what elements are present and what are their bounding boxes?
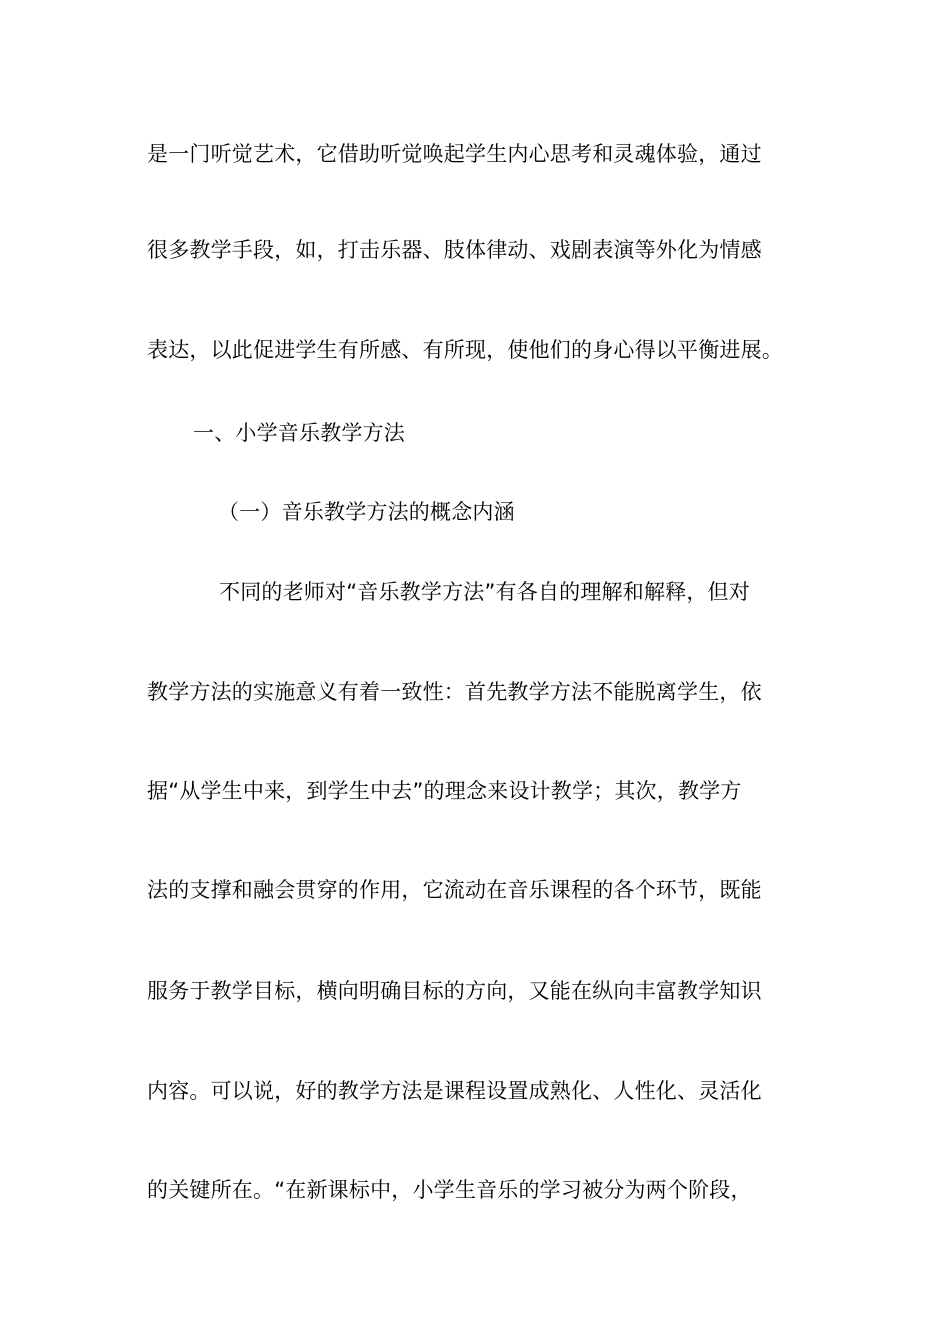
paragraph-1-line-1 [0, 134, 950, 174]
paragraph-2-line-5 [0, 971, 950, 1011]
text-line: 不同的老师对“音乐教学方法”有各自的理解和解释，但对 [219, 580, 750, 604]
text-line: 法的支撑和融会贯穿的作用，它流动在音乐课程的各个环节，既能 [147, 878, 762, 902]
text-line: 服务于教学目标，横向明确目标的方向，又能在纵向丰富教学知识 [147, 979, 762, 1003]
subsection-heading [0, 492, 950, 532]
text-line: 表达，以此促进学生有所感、有所现，使他们的身心得以平衡进展。 [147, 338, 783, 362]
paragraph-2-line-3 [0, 771, 950, 811]
text-line: 的关键所在。“在新课标中，小学生音乐的学习被分为两个阶段， [147, 1178, 752, 1202]
paragraph-1-line-2 [0, 230, 950, 270]
paragraph-2-line-4 [0, 870, 950, 910]
text-line: 内容。可以说，好的教学方法是课程设置成熟化、人性化、灵活化 [147, 1079, 762, 1103]
text-line: 是一门听觉艺术，它借助听觉唤起学生内心思考和灵魂体验，通过 [147, 142, 762, 166]
paragraph-2-line-1 [0, 572, 950, 612]
paragraph-2-line-7 [0, 1170, 950, 1210]
text-line: 很多教学手段，如，打击乐器、肢体律动、戏剧表演等外化为情感 [147, 238, 762, 262]
text-line: 据“从学生中来，到学生中去”的理念来设计教学；其次，教学方 [147, 779, 742, 803]
heading-1: 一、小学音乐教学方法 [193, 421, 405, 445]
paragraph-1-line-3 [0, 330, 950, 370]
paragraph-2-line-6 [0, 1071, 950, 1111]
heading-2: （一）音乐教学方法的概念内涵 [218, 500, 515, 524]
text-line: 教学方法的实施意义有着一致性：首先教学方法不能脱离学生，依 [147, 680, 762, 704]
paragraph-2-line-2 [0, 672, 950, 712]
section-heading [0, 413, 950, 453]
